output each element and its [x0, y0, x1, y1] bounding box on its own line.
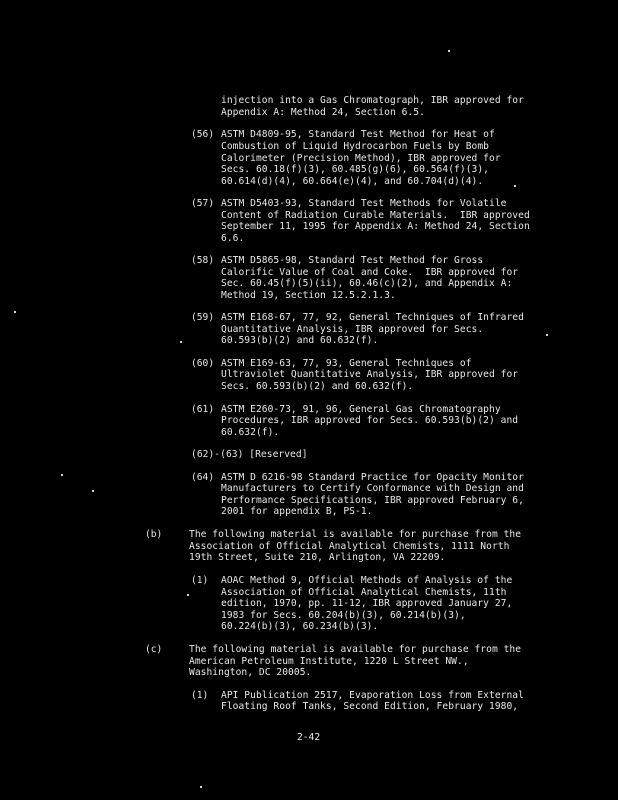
entry-number: (64) — [191, 472, 215, 483]
text-line: (62)-(63) [Reserved] — [191, 449, 308, 460]
text-line: ASTM D 6216-98 Standard Practice for Opacity Monitor — [221, 472, 524, 483]
text-line: Floating Roof Tanks, Second Edition, February 1980, — [221, 701, 519, 712]
entry-number: (61) — [191, 404, 215, 415]
text-line: 60.593(b)(2) and 60.632(f). — [221, 335, 379, 346]
text-line: Method 19, Section 12.5.2.1.3. — [221, 290, 396, 301]
text-line: Ultraviolet Quantitative Analysis, IBR approved for — [221, 369, 519, 380]
scan-speck — [61, 474, 63, 476]
text-line: ASTM D5865-98, Standard Test Method for Gross — [221, 255, 484, 266]
text-line: edition, 1970, pp. 11-12, IBR approved January 27, — [221, 598, 513, 609]
text-line: Sec. 60.45(f)(5)(ii), 60.46(c)(2), and Appendix A: — [221, 278, 513, 289]
entry-number: (1) — [191, 575, 209, 586]
entry-number: (57) — [191, 198, 215, 209]
text-line: The following material is available for purchase from the — [189, 644, 522, 655]
scan-speck — [514, 185, 516, 187]
text-line: ASTM E169-63, 77, 93, General Techniques of — [221, 358, 472, 369]
scan-speck — [180, 341, 182, 343]
text-line: Appendix A: Method 24, Section 6.5. — [221, 107, 425, 118]
text-line: Calorimeter (Precision Method), IBR approved for — [221, 153, 501, 164]
text-line: Content of Radiation Curable Materials. IBR approved — [221, 210, 530, 221]
section-label: (b) — [145, 529, 163, 540]
page-number: 2-42 — [297, 732, 321, 743]
text-line: Performance Specifications, IBR approved February 6, — [221, 495, 524, 506]
text-line: American Petroleum Institute, 1220 L Street NW., — [189, 656, 469, 667]
text-line: 6.6. — [221, 233, 245, 244]
text-line: Procedures, IBR approved for Secs. 60.593(b)(2) and — [221, 415, 519, 426]
text-line: 60.614(d)(4), 60.664(e)(4), and 60.704(d)(4). — [221, 176, 484, 187]
scan-speck — [546, 334, 548, 336]
text-line: Manufacturers to Certify Conformance with Design and — [221, 483, 524, 494]
text-line: injection into a Gas Chromatograph, IBR approved for — [221, 95, 524, 106]
section-label: (c) — [145, 644, 163, 655]
text-line: 60.632(f). — [221, 427, 280, 438]
text-line: API Publication 2517, Evaporation Loss from External — [221, 690, 524, 701]
text-line: The following material is available for purchase from the — [189, 529, 522, 540]
entry-number: (59) — [191, 312, 215, 323]
scan-speck — [448, 50, 450, 52]
text-line: Washington, DC 20005. — [189, 667, 312, 678]
text-line: 60.224(b)(3), 60.234(b)(3). — [221, 621, 379, 632]
text-line: 1983 for Secs. 60.204(b)(3), 60.214(b)(3), — [221, 610, 466, 621]
scan-speck — [92, 490, 94, 492]
text-line: ASTM E168-67, 77, 92, General Techniques of Infrared — [221, 312, 524, 323]
entry-number: (60) — [191, 358, 215, 369]
text-line: Secs. 60.593(b)(2) and 60.632(f). — [221, 381, 414, 392]
entry-number: (56) — [191, 129, 215, 140]
text-line: Combustion of Liquid Hydrocarbon Fuels by Bomb — [221, 141, 489, 152]
text-line: ASTM E260-73, 91, 96, General Gas Chromatography — [221, 404, 501, 415]
scan-speck — [200, 786, 202, 788]
text-line: Secs. 60.18(f)(3), 60.485(g)(6), 60.564(f)(3), — [221, 164, 489, 175]
text-line: Association of Official Analytical Chemists, 11th — [221, 587, 507, 598]
scan-speck — [187, 594, 189, 596]
text-line: Association of Official Analytical Chemists, 1111 North — [189, 541, 510, 552]
text-line: Calorific Value of Coal and Coke. IBR approved for — [221, 267, 519, 278]
entry-number: (1) — [191, 690, 209, 701]
text-line: September 11, 1995 for Appendix A: Method 24, Section — [221, 221, 530, 232]
text-line: ASTM D5403-93, Standard Test Methods for Volatile — [221, 198, 507, 209]
text-line: AOAC Method 9, Official Methods of Analysis of the — [221, 575, 513, 586]
text-line: ASTM D4809-95, Standard Test Method for Heat of — [221, 129, 495, 140]
text-line: 19th Street, Suite 210, Arlington, VA 22209. — [189, 552, 446, 563]
text-line: Quantitative Analysis, IBR approved for Secs. — [221, 324, 484, 335]
scan-speck — [14, 311, 16, 313]
text-line: 2001 for appendix B, PS-1. — [221, 506, 373, 517]
entry-number: (58) — [191, 255, 215, 266]
